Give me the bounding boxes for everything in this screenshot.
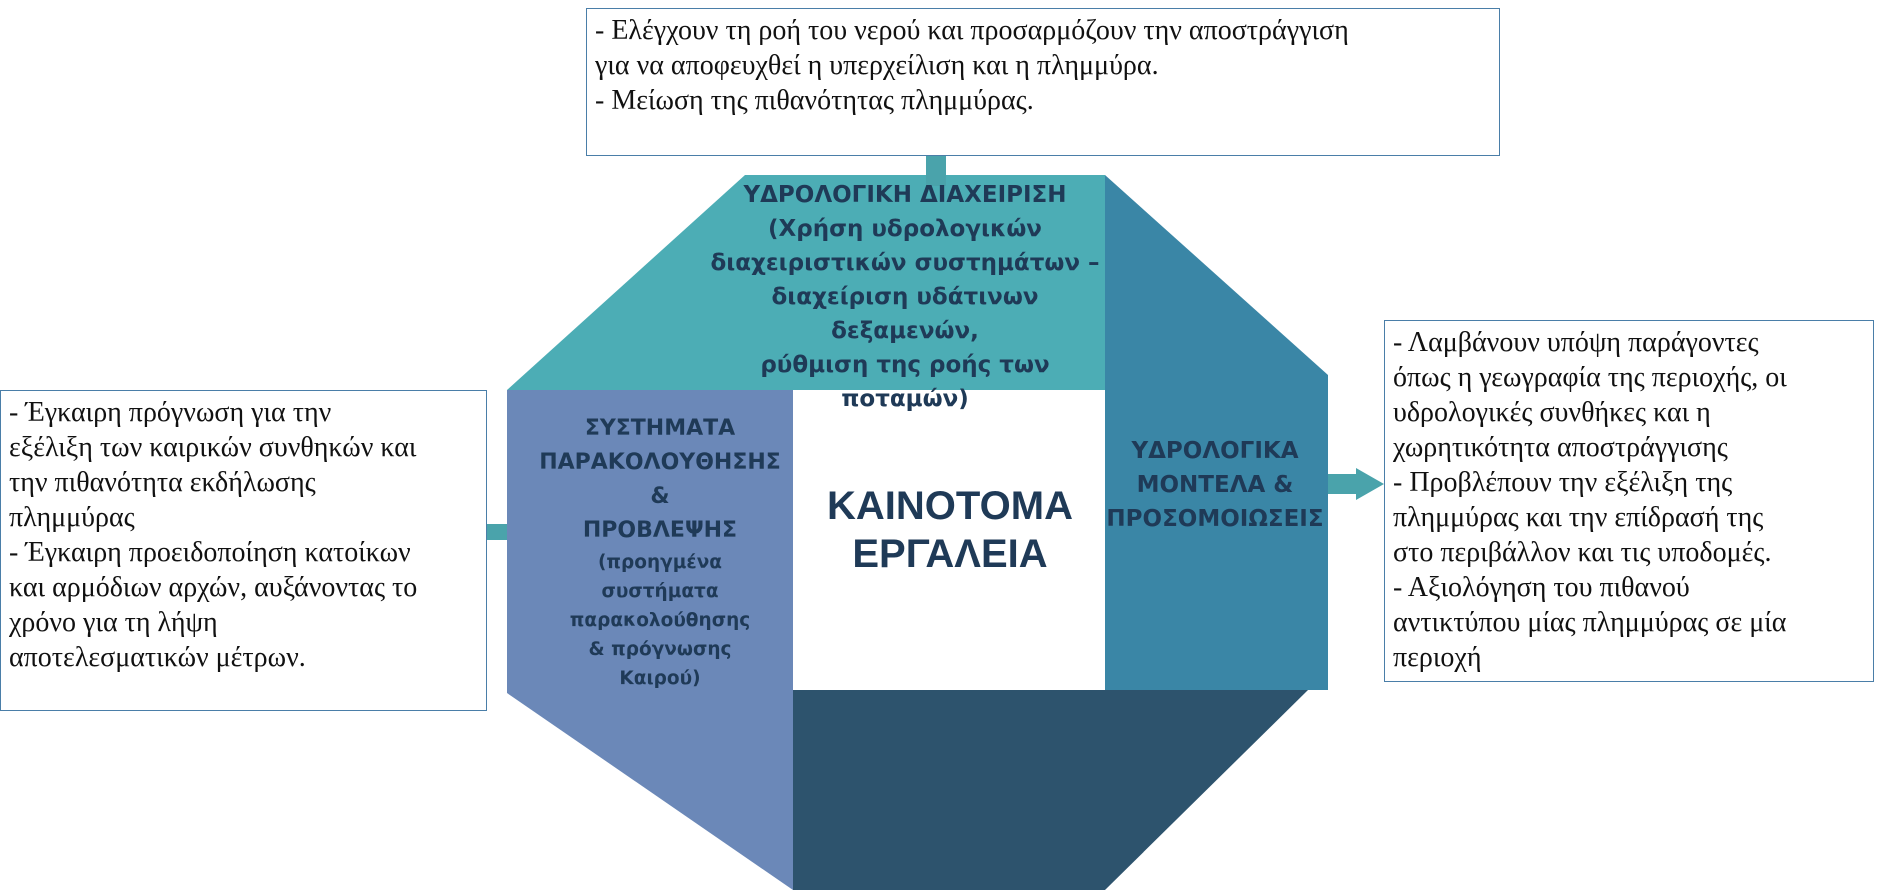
right-box-line: στο περιβάλλον και τις υποδομές. bbox=[1393, 537, 1772, 568]
segment-left-line: & bbox=[650, 484, 670, 509]
right-box-line: περιοχή bbox=[1393, 642, 1482, 673]
left-box-line: αποτελεσματικών μέτρων. bbox=[9, 642, 306, 673]
segment-top-line: (Χρήση υδρολογικών bbox=[768, 216, 1042, 242]
left-box-line: - Έγκαιρη προειδοποίηση κατοίκων bbox=[9, 537, 411, 568]
segment-right-line: ΥΔΡΟΛΟΓΙΚΑ bbox=[1131, 438, 1299, 464]
left-box-line: - Έγκαιρη πρόγνωση για την bbox=[9, 397, 332, 428]
segment-left-subline: (προηγμένα bbox=[597, 552, 723, 573]
right-box-line: πλημμύρας και την επίδρασή της bbox=[1393, 502, 1764, 533]
segment-right-shape bbox=[1105, 175, 1328, 690]
left-box-line: χρόνο για τη λήψη bbox=[9, 607, 218, 638]
segment-top-line: διαχείριση υδάτινων bbox=[771, 284, 1039, 310]
segment-left-line: ΠΡΟΒΛΕΨΗΣ bbox=[582, 518, 738, 543]
top-box-line: για να αποφευχθεί η υπερχείλιση και η πλημμύρα. bbox=[595, 50, 1159, 81]
right-box-line: όπως η γεωγραφία της περιοχής, οι bbox=[1393, 362, 1787, 393]
segment-left-label bbox=[510, 412, 810, 693]
center-label-line: ΚΑΙΝΟΤΟΜΑ bbox=[827, 484, 1073, 528]
segment-left-line: ΣΥΣΤΗΜΑΤΑ bbox=[584, 416, 736, 441]
center-label bbox=[795, 482, 1105, 578]
top-box-line: - Μείωση της πιθανότητας πλημμύρας. bbox=[595, 85, 1034, 116]
segment-left-line: ΠΑΡΑΚΟΛΟΥΘΗΣΗΣ bbox=[539, 450, 781, 475]
right-box-line: - Λαμβάνουν υπόψη παράγοντες bbox=[1393, 327, 1759, 358]
segment-top-line: δεξαμενών, bbox=[831, 318, 979, 344]
top-description-box bbox=[586, 8, 1500, 156]
left-box-line: εξέλιξη των καιρικών συνθηκών και bbox=[9, 432, 417, 463]
segment-top-label bbox=[700, 178, 1110, 416]
segment-right-line: ΜΟΝΤΕΛΑ & bbox=[1136, 472, 1294, 498]
right-box-line: - Προβλέπουν την εξέλιξη της bbox=[1393, 467, 1733, 498]
segment-top-title: ΥΔΡΟΛΟΓΙΚΗ ΔΙΑΧΕΙΡΙΣΗ bbox=[743, 182, 1067, 208]
segment-left-subline: & πρόγνωσης bbox=[588, 639, 732, 660]
segment-left-subline: συστήματα bbox=[601, 581, 719, 602]
segment-left-subline: παρακολούθησης bbox=[569, 610, 751, 631]
left-box-line: πλημμύρας bbox=[9, 502, 135, 533]
left-box-line: την πιθανότητα εκδήλωσης bbox=[9, 467, 316, 498]
arrow-right-icon bbox=[1328, 468, 1384, 500]
segment-left-subline: Καιρού) bbox=[619, 668, 701, 689]
right-box-line: χωρητικότητα αποστράγγισης bbox=[1393, 432, 1728, 463]
right-description-box bbox=[1384, 320, 1874, 682]
top-box-line: - Ελέγχουν τη ροή του νερού και προσαρμόζουν την αποστράγγιση bbox=[595, 15, 1349, 46]
right-box-line: υδρολογικές συνθήκες και η bbox=[1393, 397, 1711, 428]
right-box-line: - Αξιολόγηση του πιθανού bbox=[1393, 572, 1690, 603]
left-description-box bbox=[0, 390, 487, 711]
segment-right-line: ΠΡΟΣΟΜΟΙΩΣΕΙΣ bbox=[1106, 506, 1324, 532]
segment-top-line: διαχειριστικών συστημάτων – bbox=[710, 250, 1100, 276]
center-label-line: ΕΡΓΑΛΕΙΑ bbox=[852, 532, 1048, 576]
left-box-line: και αρμόδιων αρχών, αυξάνοντας το bbox=[9, 572, 418, 603]
segment-bottom-shape bbox=[793, 690, 1308, 890]
segment-top-line: ρύθμιση της ροής των ποταμών) bbox=[760, 352, 1050, 412]
right-box-line: αντικτύπου μίας πλημμύρας σε μία bbox=[1393, 607, 1787, 638]
segment-right-label bbox=[1100, 434, 1330, 536]
